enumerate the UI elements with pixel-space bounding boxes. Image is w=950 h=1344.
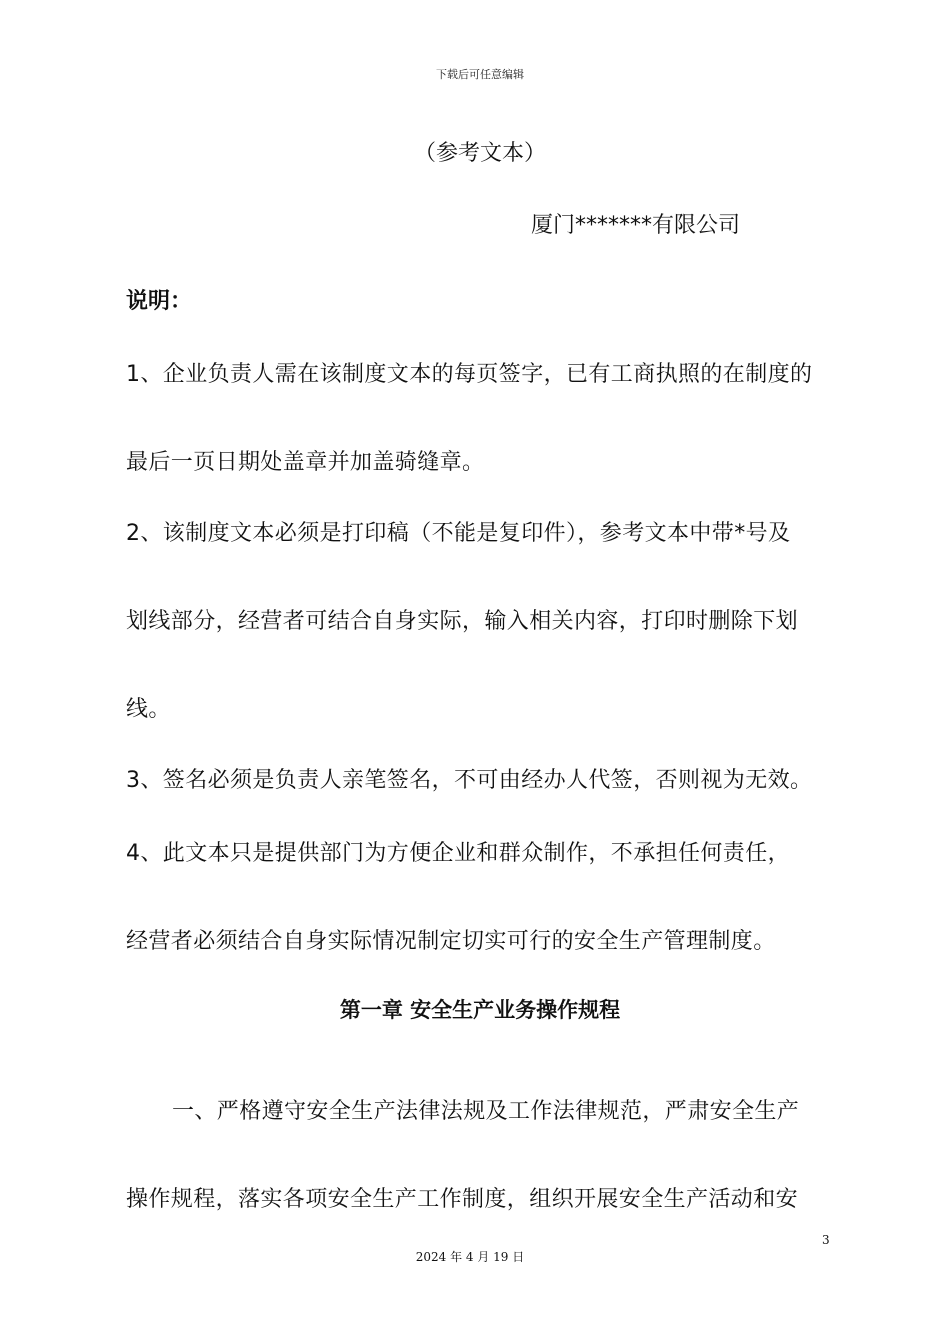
instruction-line: 划线部分，经营者可结合自身实际，输入相关内容，打印时删除下划	[126, 609, 799, 634]
instruction-line: 线。	[126, 697, 171, 722]
instruction-line: 经营者必须结合自身实际情况制定切实可行的安全生产管理制度。	[126, 929, 776, 954]
chapter-paragraph-line: 操作规程，落实各项安全生产工作制度，组织开展安全生产活动和安	[126, 1187, 799, 1212]
document-subtitle: （参考文本）	[413, 141, 546, 166]
chapter-title: 第一章 安全生产业务操作规程	[339, 998, 621, 1022]
instructions-heading: 说明：	[126, 289, 193, 314]
header-note: 下载后可任意编辑	[436, 68, 524, 81]
instruction-line: 最后一页日期处盖章并加盖骑缝章。	[126, 450, 485, 475]
page-number: 3	[822, 1233, 830, 1247]
instruction-line: 4、此文本只是提供部门为方便企业和群众制作，不承担任何责任，	[126, 841, 790, 866]
instruction-line: 2、该制度文本必须是打印稿（不能是复印件），参考文本中带*号及	[126, 521, 791, 546]
company-name: 厦门*******有限公司	[531, 213, 741, 238]
chapter-paragraph-line: 一、严格遵守安全生产法律法规及工作法律规范，严肃安全生产	[172, 1099, 800, 1124]
footer-date: 2024 年 4 月 19 日	[415, 1250, 525, 1264]
instruction-line: 1、企业负责人需在该制度文本的每页签字，已有工商执照的在制度的	[126, 362, 813, 387]
instruction-line: 3、签名必须是负责人亲笔签名，不可由经办人代签，否则视为无效。	[126, 768, 813, 793]
